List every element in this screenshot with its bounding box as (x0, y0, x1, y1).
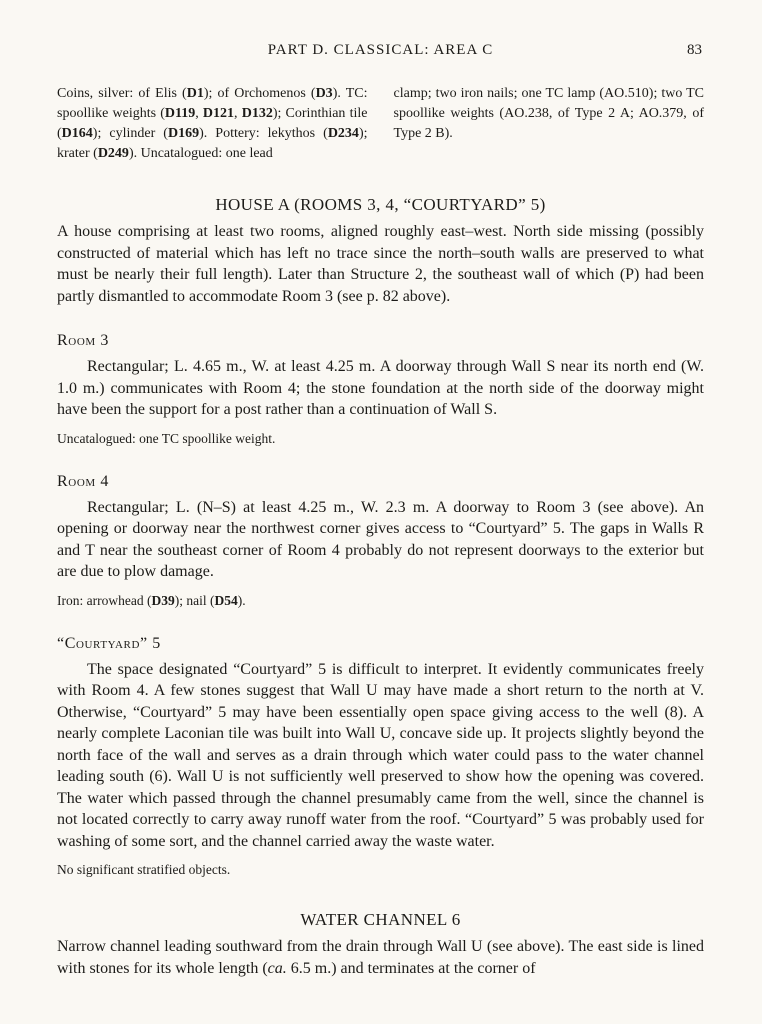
room-3-finds: Uncatalogued: one TC spoollike weight. (57, 430, 276, 446)
finds-summary (57, 84, 704, 164)
running-head (57, 42, 704, 59)
room-3-heading: Room 3 (57, 332, 109, 349)
finds-summary-right-column: clamp; two iron nails; one TC lamp (AO.510); two TC spoollike weights (AO.238, of Type 2 A; AO.379, of Type 2 B). (393, 86, 704, 141)
courtyard-5-body: The space designated “Courtyard” 5 is difficult to interpret. It evidently communicates freely with Room 4. A few stones suggest that Wall U may have made a short return to the north at V. Otherwise, “Courtyard” 5 may have been essentially open space giving access to the well (8). A nearly complete Laconian tile was built into Wall U, concave side up. It projects slightly beyond the north face of the wall and serves as a drain through which water could pass to the water channel leading south (6). Wall U is not sufficiently well preserved to show how the opening was covered. The water which passed through the channel presumably came from the well, since the channel is not located correctly to carry away runoff water from the roof. “Courtyard” 5 was probably used for washing of some sort, and the channel carried away the waste water. (57, 660, 704, 850)
running-head-title: PART D. CLASSICAL: AREA C (267, 42, 494, 58)
courtyard-5-heading: “Courtyard” 5 (57, 634, 161, 652)
house-a-intro: A house comprising at least two rooms, aligned roughly east–west. North side missing (possibly constructed of material which has left no trace since the north–south walls are preserved to what must be nearly their full length). Later than Structure 2, the southeast wall of which (P) had been partly dismantled to accommodate Room 3 (see p. 82 above). (57, 223, 704, 305)
house-a-heading: HOUSE A (ROOMS 3, 4, “COURTYARD” 5) (215, 195, 546, 214)
water-channel-6-body: Narrow channel leading southward from the drain through Wall U (see above). The east side is lined with stones for its whole length (ca. 6.5 m.) and terminates at the corner of (57, 938, 704, 977)
room-4-heading: Room 4 (57, 472, 109, 490)
finds-summary-left-column: Coins, silver: of Elis (D1); of Orchomenos (D3). TC: spoollike weights (D119, D121, D132); Corinthian tile (D164); cylinder (D169). Pottery: lekythos (D234); krater (D249). Uncatalogued: one lead (57, 86, 368, 161)
room-3-body: Rectangular; L. 4.65 m., W. at least 4.25 m. A doorway through Wall S near its north end (W. 1.0 m.) communicates with Room 4; the stone foundation at the north side of the doorway might have been the support for a post rather than a continuation of Wall S. (57, 358, 704, 418)
courtyard-5-note: No significant stratified objects. (57, 862, 231, 877)
room-4-finds: Iron: arrowhead (D39); nail (D54). (57, 592, 246, 608)
page-number: 83 (687, 42, 702, 58)
water-channel-6-heading: WATER CHANNEL 6 (300, 910, 461, 929)
room-4-body: Rectangular; L. (N–S) at least 4.25 m., W. 2.3 m. A doorway to Room 3 (see above). An opening or doorway near the northwest corner gives access to “Courtyard” 5. The gaps in Walls R and T near the southeast corner of Room 4 probably do not represent doorways to the exterior but are due to plow damage. (57, 498, 704, 580)
